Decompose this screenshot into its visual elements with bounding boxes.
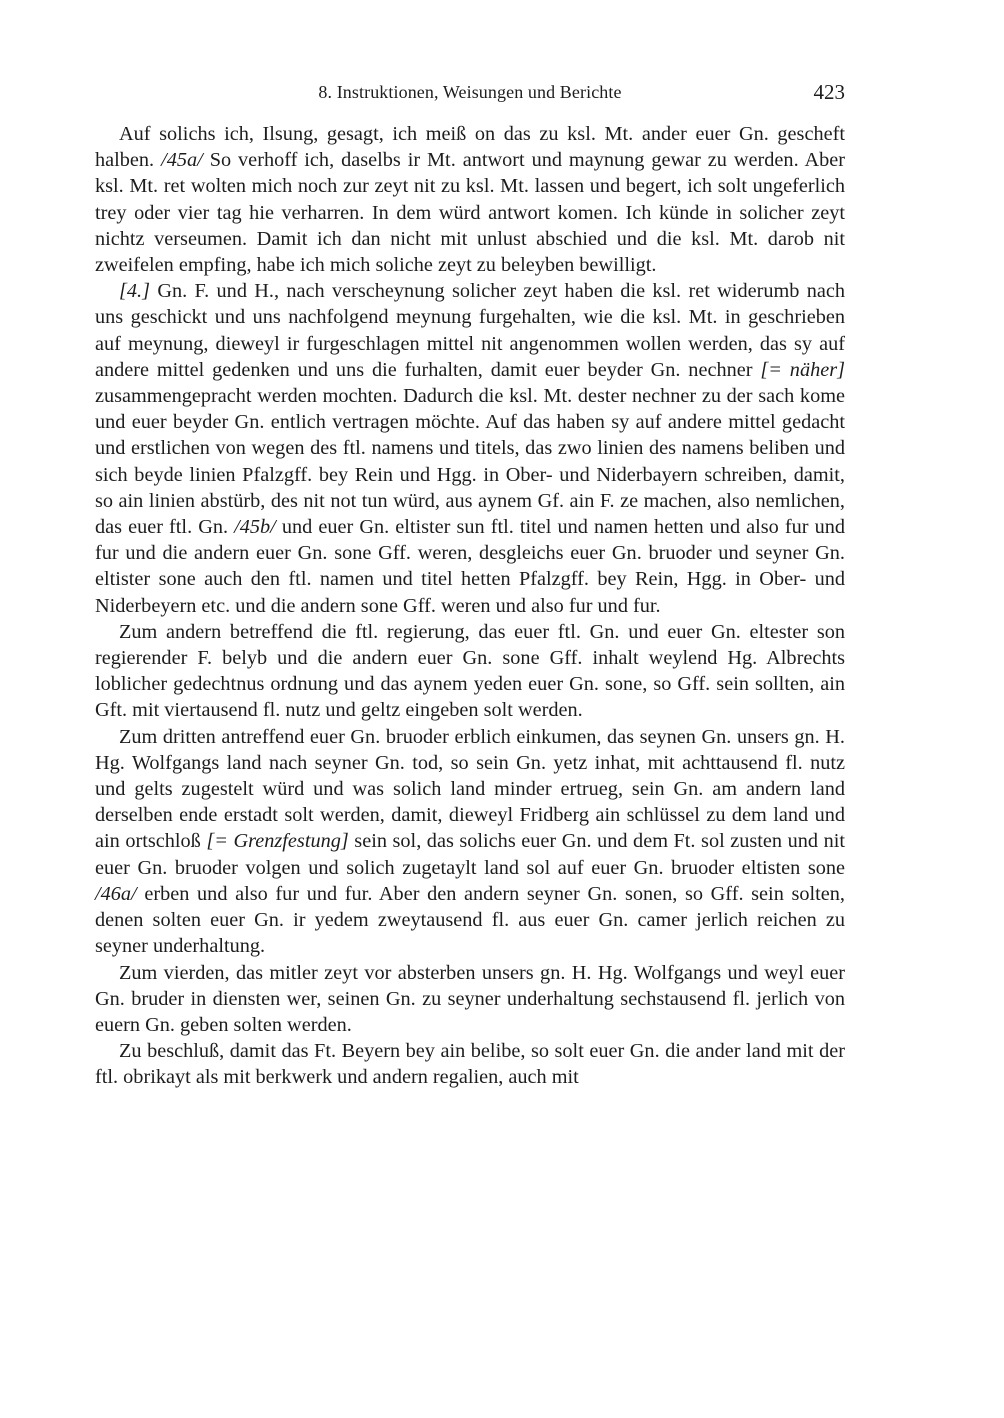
- paragraph-1: [95, 121, 845, 278]
- paragraph-5: Zum vierden, das mitler zeyt vor absterben unsers gn. H. Hg. Wolfgangs und weyl euer Gn. bruder in diensten wer, seinen Gn. zu seyner underhaltung sechstausend fl. jerlich von euern Gn. geben solten werden.: [95, 961, 845, 1036]
- text-run: und euer Gn. eltister sun ftl. titel und namen hetten und also fur und fur und die andern euer Gn. sone Gff. weren, desgleichs euer Gn. bruoder und seyner Gn. eltister sone auch den ftl. namen und titel hetten Pfalzgff. bey Rein, Hgg. in Ober- und Niderbeyern etc. und die andern sone Gff. weren und also fur und fur.: [95, 516, 846, 617]
- paragraph-6: Zu beschluß, damit das Ft. Beyern bey ain belibe, so solt euer Gn. die ander land mit der ftl. obrikayt als mit berkwerk und andern regalien, auch mit: [95, 1040, 845, 1089]
- body-text: [95, 121, 845, 1091]
- paragraph-4: [95, 724, 845, 960]
- editorial-gloss: [= Grenzfestung]: [206, 830, 349, 853]
- paragraph-3: Zum andern betreffend die ftl. regierung, das euer ftl. Gn. und euer Gn. eltester son regierender F. belyb und die andern euer Gn. sone Gff. inhalt weylend Hg. Albrechts loblicher gedechtnus ordnung und das aynem yeden euer Gn. sone, so Gff. sein sollten, ain Gft. mit viertausend fl. nutz und geltz eingeben solt werden.: [95, 620, 845, 722]
- page-header: [95, 80, 845, 108]
- text-run: sein sol, das solichs euer Gn. und dem Ft. sol zusten und nit euer Gn. bruoder volgen und solich zugetaylt land sol auf euer Gn. bruoder eltisten sone: [95, 830, 845, 879]
- section-marker: [4.]: [119, 280, 150, 303]
- text-run: Gn. F. und H., nach verscheynung solicher zeyt haben die ksl. ret widerumb nach uns geschickt und uns nachfolgend meynung furgehalten, wie die ksl. Mt. in geschrieben auf meynung, dieweyl ir furgeschlagen mittel nit angenommen wollen werden, das sy auf andere mittel gedenken und uns die furhalten, damit euer beyder Gn. nechner: [95, 280, 845, 381]
- folio-marker: /46a/: [95, 882, 137, 905]
- folio-marker: /45b/: [234, 516, 276, 539]
- text-run: erben und also fur und fur. Aber den andern seyner Gn. sonen, so Gff. sein solten, denen solten euer Gn. ir yedem zweytausend fl. aus euer Gn. camer jerlich reichen zu seyner underhaltung.: [95, 882, 845, 958]
- text-run: So verhoff ich, daselbs ir Mt. antwort und maynung gewar zu werden. Aber ksl. Mt. ret wolten mich noch zur zeyt nit zu ksl. Mt. lassen und begert, ich solt ungeferlich trey oder vier tag hie verharren. In dem würd antwort komen. Ich künde in solicher zeyt nichtz verseumen. Damit ich dan nicht mit unlust abschied und die ksl. Mt. darob nit zweifelen empfing, habe ich mich soliche zeyt zu beleyben bewilligt.: [95, 149, 845, 277]
- running-head: 8. Instruktionen, Weisungen und Berichte: [318, 82, 622, 102]
- text-run: zusammengepracht werden mochten. Dadurch die ksl. Mt. dester nechner zu der sach kome und euer beyder Gn. entlich vertragen möchte. Auf das haben sy auf andere mittel gedacht und erstlichen von wegen des ftl. namens und titels, das zwo linien des namens beliben und sich beyde linien Pfalzgff. bey Rein und Hgg. in Ober- und Niderbayern schreiben, damit, so ain linien abstürb, des nit not tun würd, aus aynem Gf. ain F. ze machen, also nemlichen, das euer ftl. Gn.: [95, 385, 845, 539]
- editorial-gloss: [= näher]: [760, 358, 846, 381]
- paragraph-2: [95, 278, 845, 619]
- text-run: Auf solichs ich, Ilsung, gesagt, ich meiß on das zu ksl. Mt. ander euer Gn. gescheft halben.: [95, 123, 845, 172]
- page-number: 423: [813, 80, 845, 104]
- folio-marker: /45a/: [161, 149, 203, 172]
- text-run: Zum dritten antreffend euer Gn. bruoder erblich einkumen, das seynen Gn. unsers gn. H. Hg. Wolfgangs land nach seyner Gn. tod, so sein Gn. yetz inhat, mit achttausend fl. nutz und gelts zugestelt würd und was solich land minder ertrueg, sein Gn. am andern land derselben ende erstadt solt werden, damit, dieweyl Fridberg ain schlüssel zu dem land und ain ortschloß: [95, 725, 845, 853]
